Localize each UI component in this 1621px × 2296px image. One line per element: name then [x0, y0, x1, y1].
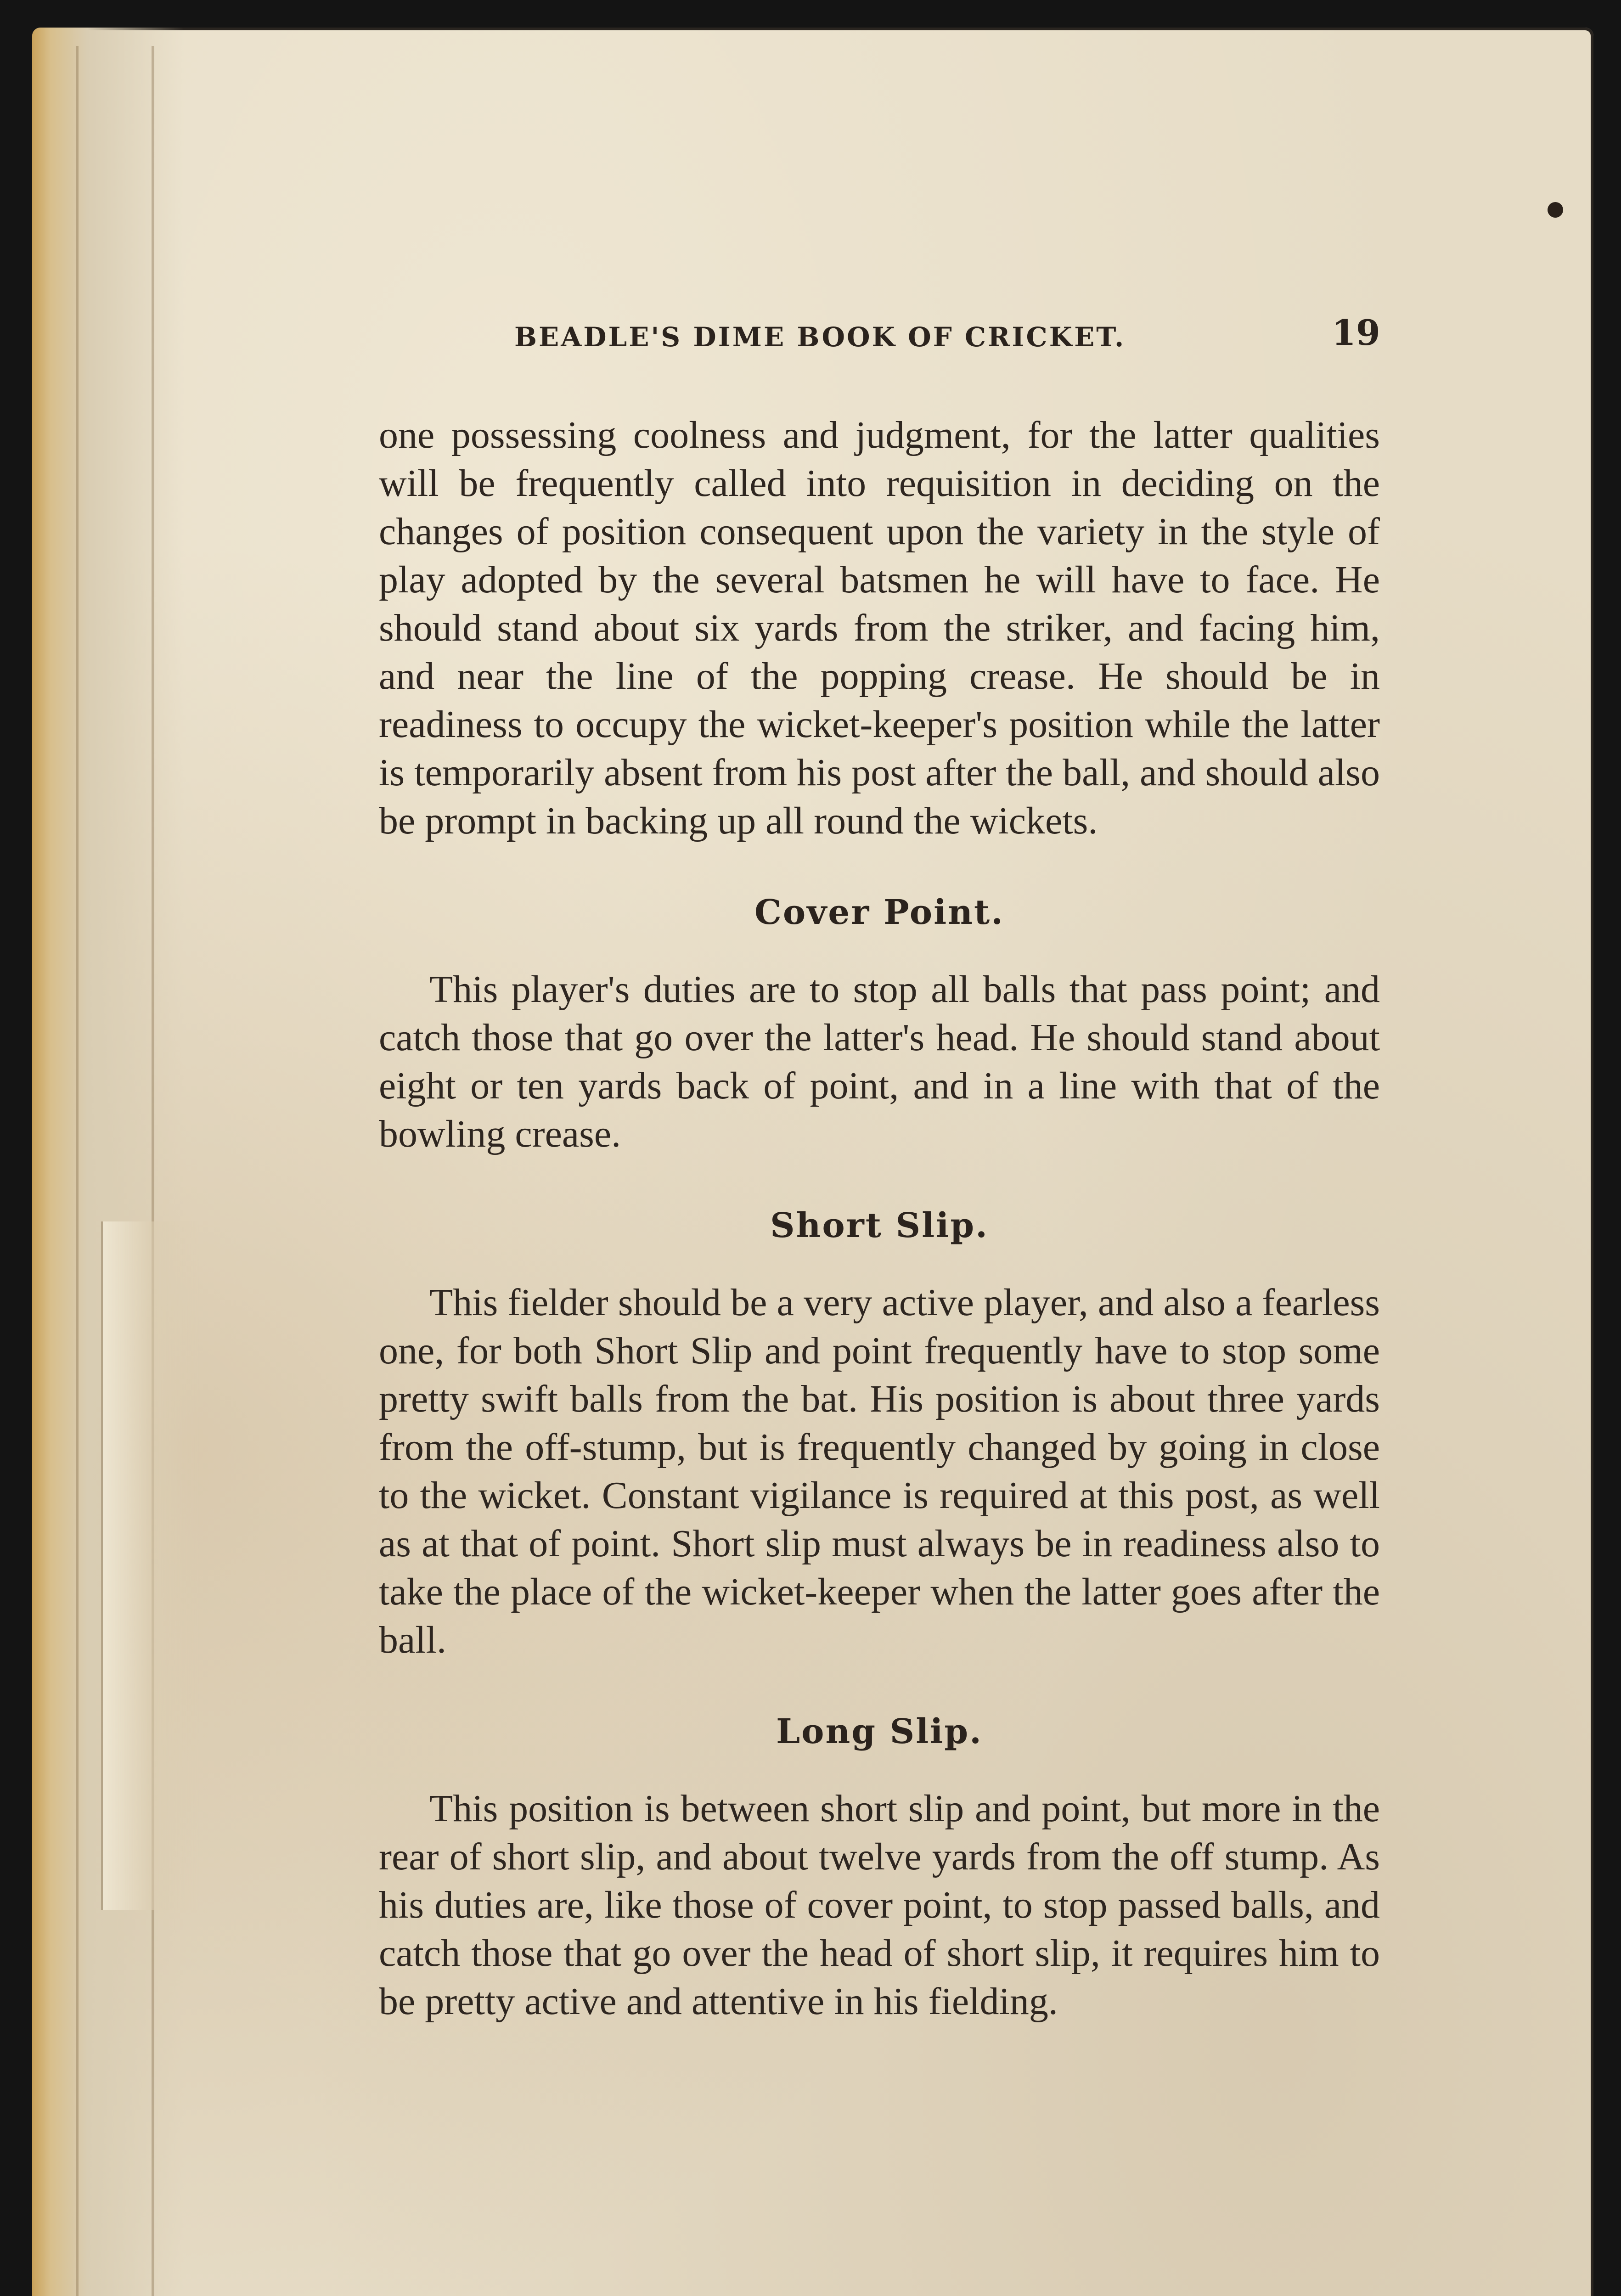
- book-page: [32, 28, 1593, 2296]
- page-edge-line: [76, 46, 79, 2296]
- torn-edge: [101, 1221, 199, 1910]
- running-header: BEADLE'S DIME BOOK OF CRICKET.: [514, 321, 1126, 353]
- section-text-short-slip: This fielder should be a very active player, and also a fearless one, for both Short Slip and point frequently have to stop some pretty swift balls from the bat. His position is about three yards from the off-stump, but is frequently changed by going in close to the wicket. Constant vigilance is required at this post, as well as at that of point. Short slip must always be in readiness also to take the place of the wicket-keeper when the latter goes after the ball.: [379, 1281, 1380, 1661]
- section-text-cover-point: This player's duties are to stop all balls that pass point; and catch those that go over the latter's head. He should stand about eight or ten yards back of point, and in a line with that of the bowling crease.: [379, 968, 1380, 1155]
- ink-spot: [1548, 202, 1563, 218]
- page-edge-line: [152, 46, 154, 2296]
- section-title-short-slip: Short Slip.: [770, 1206, 989, 1245]
- text-column: [379, 411, 1380, 2026]
- section-title-cover-point: Cover Point.: [754, 893, 1004, 932]
- page-number: 19: [1332, 312, 1380, 353]
- page-binding-edge: [32, 28, 184, 2296]
- intro-paragraph: one possessing coolness and judgment, for the latter qualities will be frequently called into requisition in deciding on the changes of position consequent upon the variety in the style of play adopted by the several batsmen he will have to face. He should stand about six yards from the striker, and facing him, and near the line of the popping crease. He should be in readiness to occupy the wicket-keeper's position while the latter is temporarily absent from his post after the ball, and should also be prompt in backing up all round the wickets.: [379, 414, 1380, 842]
- section-title-long-slip: Long Slip.: [776, 1712, 983, 1751]
- section-text-long-slip: This position is between short slip and point, but more in the rear of short slip, and about twelve yards from the off stump. As his duties are, like those of cover point, to stop passed balls, and catch those that go over the head of short slip, it requires him to be pretty active and attentive in his fielding.: [379, 1787, 1380, 2023]
